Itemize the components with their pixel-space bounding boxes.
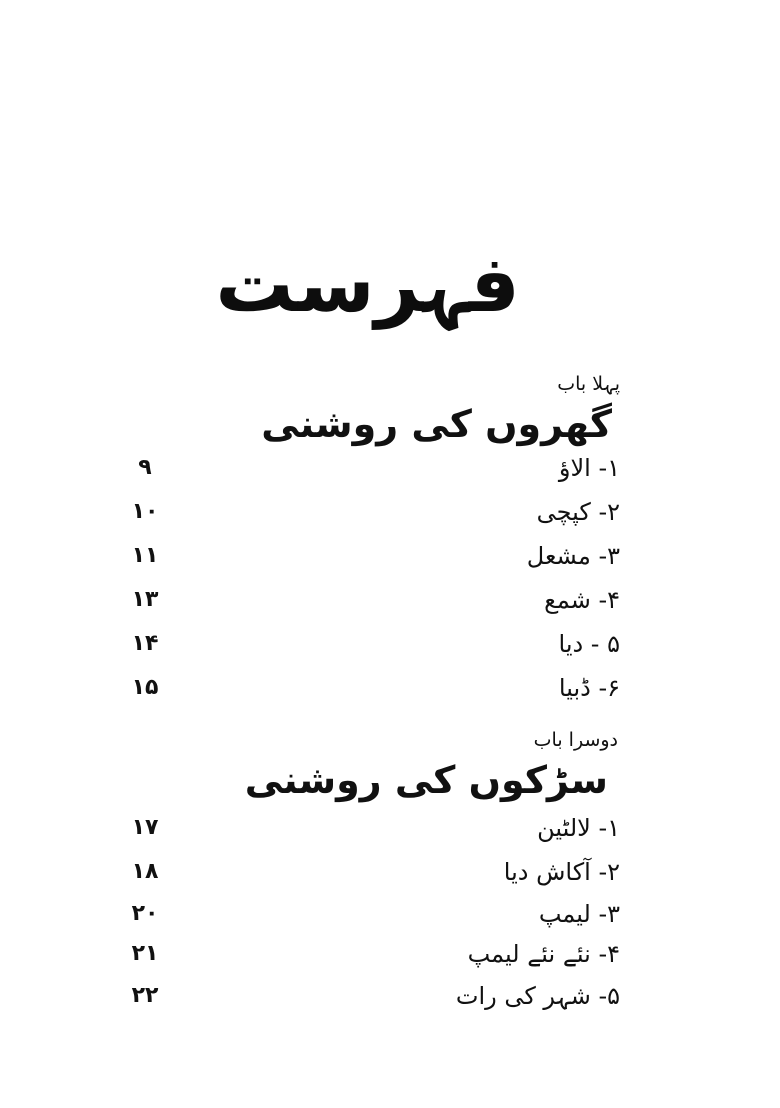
toc-entry-title: ۲- کپچی (536, 498, 620, 526)
toc-entry-title: ۲- آکاش دیا (503, 858, 620, 886)
toc-entry-title: ۶- ڈبیا (558, 674, 620, 702)
toc-entry-page: ۱۷ (131, 815, 159, 840)
toc-entry (120, 624, 620, 664)
toc-entry-title: ۱- لالٹین (537, 814, 620, 842)
chapter-1-heading: گھروں کی روشنی (261, 402, 612, 446)
toc-entry-page: ۱۳ (131, 587, 159, 612)
chapter-2-heading: سڑکوں کی روشنی (244, 758, 608, 802)
toc-entry-page: ۱۵ (131, 675, 159, 700)
toc-entry (120, 976, 620, 1016)
toc-entry-title: ۳- لیمپ (538, 900, 620, 928)
toc-entry-title: ۴- نئے نئے لیمپ (467, 940, 620, 968)
toc-entry-title: ۵- شہر کی رات (455, 982, 620, 1010)
toc-entry-page: ۲۰ (131, 901, 159, 926)
toc-entry-title: ۵ - دیا (558, 630, 620, 658)
toc-entry-title: ۱- الاؤ (558, 454, 620, 482)
toc-entry-title: ۴- شمع (544, 586, 620, 614)
toc-entry-page: ۹ (138, 455, 152, 480)
toc-entry-title: ۳- مشعل (526, 542, 620, 570)
toc-entry-page: ۱۴ (131, 631, 159, 656)
toc-entry-page: ۲۱ (131, 941, 159, 966)
toc-entry (120, 448, 620, 488)
toc-entry-page: ۱۱ (131, 543, 159, 568)
chapter-2-label: دوسرا باب (533, 729, 618, 751)
toc-entry-page: ۱۰ (131, 499, 159, 524)
toc-entry (120, 668, 620, 708)
toc-entry (120, 934, 620, 974)
toc-entry (120, 808, 620, 848)
toc-entry (120, 536, 620, 576)
chapter-1-label: پہلا باب (557, 373, 620, 395)
toc-entry-page: ۲۲ (131, 983, 159, 1008)
toc-entry-page: ۱۸ (131, 859, 159, 884)
toc-entry (120, 852, 620, 892)
toc-entry (120, 580, 620, 620)
page-title: فہرست (215, 240, 520, 330)
toc-entry (120, 894, 620, 934)
toc-entry (120, 492, 620, 532)
